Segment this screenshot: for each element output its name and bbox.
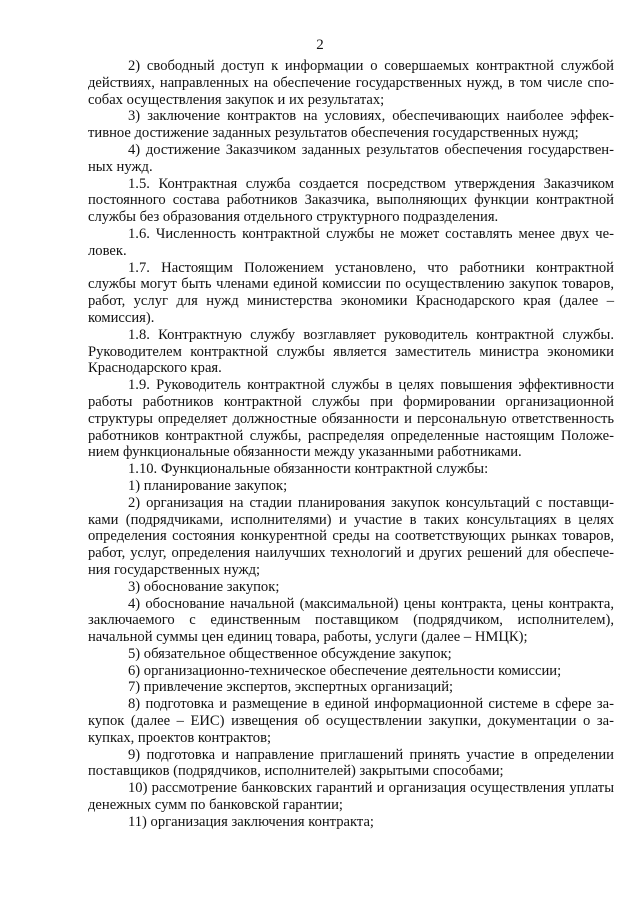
paragraph-item-3: 3) заключение контрактов на условиях, обеспечивающих наиболее эффективное достижение заданных результатов обеспечения государственных нужд; xyxy=(88,108,614,142)
duty-item-4: 4) обоснование начальной (максимальной) цены контракта, цены контракта, заключаемого с единственным поставщиком (подрядчиком, исполнителем), начальной суммы цен единиц товара, работы, услуги (далее – НМЦК); xyxy=(88,595,614,646)
paragraph-1-10: 1.10. Функциональные обязанности контрактной службы: xyxy=(128,461,489,478)
paragraph-1-8: 1.8. Контрактную службу возглавляет руководитель контрактной службы. Руководителем контрактной службы является заместитель министра экономики Краснодарского края. xyxy=(88,326,614,377)
paragraph-1-5: 1.5. Контрактная служба создается посредством утверждения Заказчиком постоянного состава работников Заказчика, выполняющих функции контрактной службы без образования отдельного структурного подразделения. xyxy=(88,175,614,226)
duty-item-9: 9) подготовка и направление приглашений принять участие в определении поставщиков (подрядчиков, исполнителей) закрытыми способами; xyxy=(88,746,614,780)
duty-item-3: 3) обоснование закупок; xyxy=(128,578,280,595)
paragraph-item-4: 4) достижение Заказчиком заданных результатов обеспечения государственных нужд. xyxy=(88,141,614,175)
paragraph-1-6: 1.6. Численность контрактной службы не может составлять менее двух человек. xyxy=(88,225,614,259)
duty-item-6: 6) организационно-техническое обеспечение деятельности комиссии; xyxy=(128,662,562,679)
duty-item-5: 5) обязательное общественное обсуждение закупок; xyxy=(128,645,452,662)
document-body xyxy=(88,58,614,831)
paragraph-1-7: 1.7. Настоящим Положением установлено, что работники контрактной службы могут быть членами единой комиссии по осуществлению закупок товаров, работ, услуг для нужд министерства экономики Краснодарского края (далее – комиссия). xyxy=(88,259,614,326)
duty-item-1: 1) планирование закупок; xyxy=(128,477,288,494)
duty-item-2: 2) организация на стадии планирования закупок консультаций с поставщиками (подрядчиками, исполнителями) и участие в таких консультациях в целях определения состояния конкурентной среды на соответствующих рынках товаров, работ, услуг, определения наилучших технологий и других решений для обеспечения государственных нужд; xyxy=(88,494,614,578)
duty-item-7: 7) привлечение экспертов, экспертных организаций; xyxy=(128,679,454,696)
duty-item-8: 8) подготовка и размещение в единой информационной системе в сфере закупок (далее – ЕИС) извещения об осуществлении закупки, документации о закупках, проектов контрактов; xyxy=(88,696,614,746)
paragraph-item-2: 2) свободный доступ к информации о совершаемых контрактной службой действиях, направленных на обеспечение государственных нужд, в том числе способах осуществления закупок и их результатах; xyxy=(88,58,614,108)
duty-item-11: 11) организация заключения контракта; xyxy=(128,813,374,830)
paragraph-1-9: 1.9. Руководитель контрактной службы в целях повышения эффективности работы работников контрактной службы при формировании организационной структуры определяет должностные обязанности и персональную ответственность работников контрактной службы, распределяя определенные настоящим Положением функциональные обязанности между указанными работниками. xyxy=(88,377,614,461)
page-number: 2 xyxy=(316,37,324,53)
duty-item-10: 10) рассмотрение банковских гарантий и организация осуществления уплаты денежных сумм по банковской гарантии; xyxy=(88,780,614,814)
